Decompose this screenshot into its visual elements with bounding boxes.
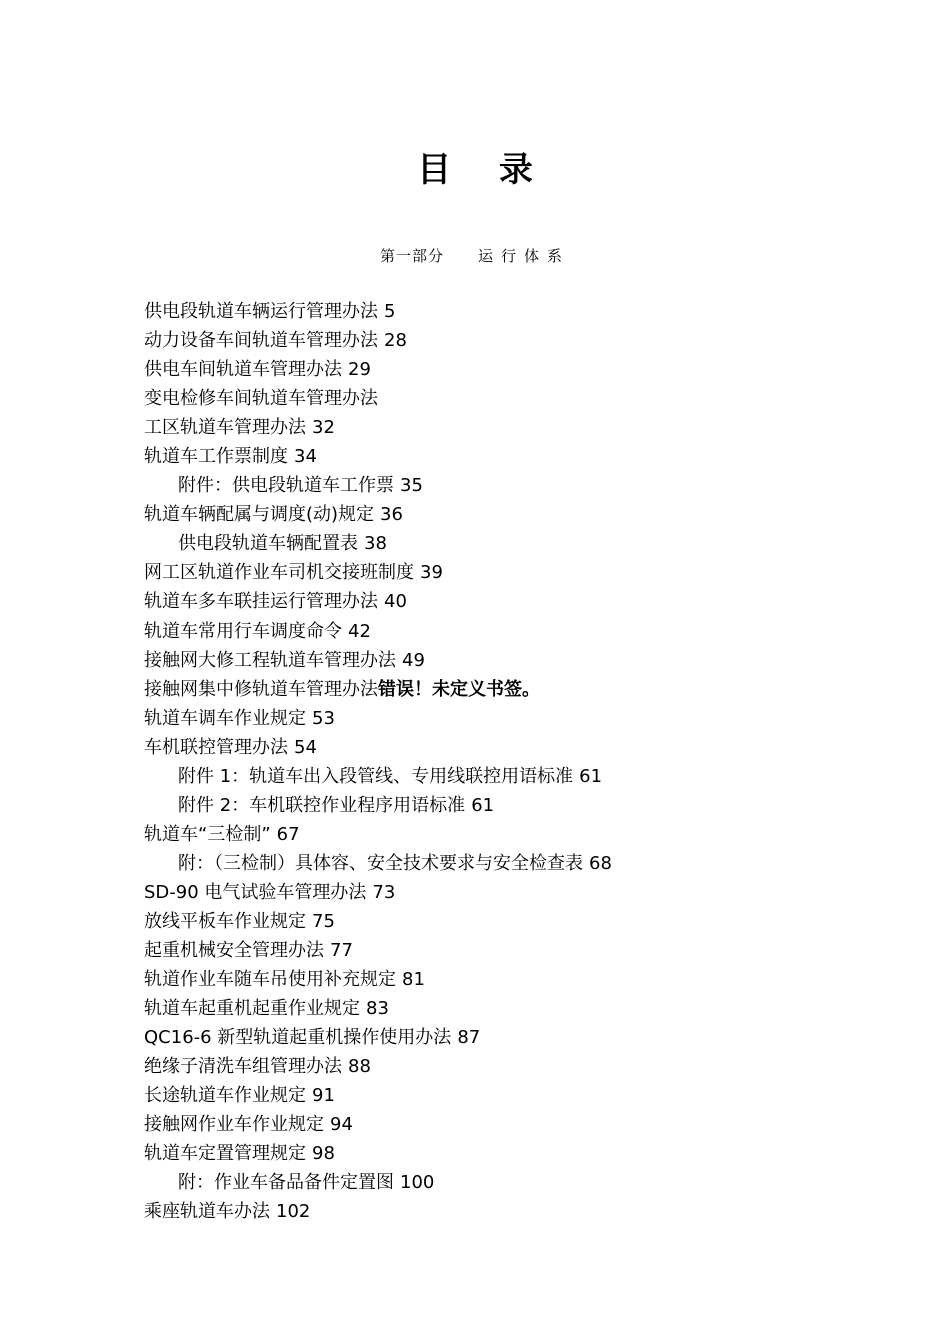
toc-entry-page: 75 (312, 910, 335, 932)
toc-entry-title: 附：（三检制）具体容、安全技术要求与安全检查表 (178, 852, 583, 874)
toc-entry[interactable] (144, 442, 844, 471)
toc-entry[interactable] (144, 355, 844, 384)
toc-entry[interactable] (144, 762, 844, 791)
toc-entry-page: 40 (384, 591, 407, 613)
toc-entry-title: 动力设备车间轨道车管理办法 (144, 330, 378, 352)
toc-entry-title: 放线平板车作业规定 (144, 910, 306, 932)
toc-entry[interactable] (144, 936, 844, 965)
toc-entry[interactable] (144, 907, 844, 936)
toc-entry[interactable] (144, 791, 844, 820)
toc-entry[interactable] (144, 820, 844, 849)
table-of-contents (144, 297, 844, 1227)
toc-entry-page: 102 (276, 1201, 311, 1223)
part-label: 第一部分 (379, 247, 444, 265)
toc-entry-title: 接触网大修工程轨道车管理办法 (144, 649, 396, 671)
toc-entry-title: 附：作业车备品备件定置图 (178, 1172, 394, 1194)
toc-entry-title: QC16-6 新型轨道起重机操作使用办法 (144, 1027, 452, 1049)
toc-entry-page: 38 (364, 533, 387, 555)
toc-entry-title: 车机联控管理办法 (144, 736, 288, 758)
toc-entry-page: 61 (471, 794, 495, 816)
section-heading (0, 244, 950, 268)
toc-entry-page: 91 (312, 1085, 335, 1107)
toc-entry-page: 68 (589, 852, 612, 874)
toc-entry-title: 工区轨道车管理办法 (144, 417, 306, 439)
toc-entry-page: 39 (420, 562, 443, 584)
toc-entry-title: 长途轨道车作业规定 (144, 1085, 306, 1107)
toc-entry-page: 53 (312, 707, 335, 729)
toc-entry[interactable] (144, 994, 844, 1023)
toc-entry[interactable] (144, 384, 844, 413)
toc-entry[interactable] (144, 1110, 844, 1139)
toc-entry-title: 变电检修车间轨道车管理办法 (144, 388, 378, 410)
toc-entry-page: 29 (348, 359, 371, 381)
toc-entry-title: 乘座轨道车办法 (144, 1201, 270, 1223)
toc-entry-title: 轨道车起重机起重作业规定 (144, 998, 360, 1020)
toc-entry-title: 轨道车调车作业规定 (144, 707, 306, 729)
toc-entry[interactable] (144, 1081, 844, 1110)
toc-entry[interactable] (144, 1052, 844, 1081)
toc-entry-page: 5 (384, 301, 396, 322)
toc-entry-page: 28 (384, 330, 407, 352)
toc-entry[interactable] (144, 297, 844, 326)
toc-entry[interactable] (144, 617, 844, 646)
toc-entry-title: SD-90 电气试验车管理办法 (144, 881, 367, 903)
toc-entry-title: 供电段轨道车辆运行管理办法 (144, 301, 378, 322)
toc-entry-page: 88 (348, 1056, 371, 1078)
toc-entry-page: 54 (294, 736, 317, 758)
toc-entry-error: 错误！未定义书签。 (378, 678, 540, 700)
toc-entry-title: 轨道作业车随车吊使用补充规定 (144, 969, 396, 991)
toc-entry-title: 轨道车辆配属与调度(动)规定 (144, 504, 375, 526)
section-name: 运行体系 (478, 247, 571, 265)
toc-entry[interactable] (144, 878, 844, 907)
toc-entry-title: 绝缘子清洗车组管理办法 (144, 1056, 342, 1078)
toc-entry-title: 轨道车工作票制度 (144, 446, 288, 468)
toc-entry-title: 附件 1：轨道车出入段管线、专用线联控用语标准 (178, 765, 574, 787)
toc-entry-page: 35 (400, 475, 423, 497)
toc-entry[interactable] (144, 1197, 844, 1226)
toc-entry-page: 67 (276, 823, 300, 845)
toc-entry-page: 98 (312, 1143, 335, 1165)
toc-entry[interactable] (144, 413, 844, 442)
toc-entry-page: 42 (348, 620, 371, 642)
toc-entry-page: 32 (312, 417, 335, 439)
toc-entry-page: 81 (402, 969, 425, 991)
toc-entry-page: 73 (372, 881, 396, 903)
toc-entry[interactable] (144, 587, 844, 616)
toc-entry[interactable] (144, 471, 844, 500)
toc-entry-page: 94 (330, 1114, 353, 1136)
toc-entry-title: 接触网作业车作业规定 (144, 1114, 324, 1136)
toc-entry[interactable] (144, 849, 844, 878)
toc-entry-title: 网工区轨道作业车司机交接班制度 (144, 562, 414, 584)
toc-entry[interactable] (144, 675, 844, 704)
toc-entry-page: 61 (579, 765, 603, 787)
toc-entry-title: 接触网集中修轨道车管理办法 (144, 678, 378, 700)
toc-entry-page: 83 (366, 998, 389, 1020)
toc-entry[interactable] (144, 326, 844, 355)
toc-entry[interactable] (144, 1023, 844, 1052)
toc-entry[interactable] (144, 529, 844, 558)
toc-entry-title: 轨道车常用行车调度命令 (144, 620, 342, 642)
toc-entry[interactable] (144, 733, 844, 762)
toc-entry-title: 轨道车多车联挂运行管理办法 (144, 591, 378, 613)
toc-entry[interactable] (144, 704, 844, 733)
toc-entry-title: 供电车间轨道车管理办法 (144, 359, 342, 381)
toc-entry[interactable] (144, 965, 844, 994)
toc-entry[interactable] (144, 1168, 844, 1197)
toc-entry[interactable] (144, 558, 844, 587)
toc-entry-title: 供电段轨道车辆配置表 (178, 533, 358, 555)
toc-entry-title: 轨道车定置管理规定 (144, 1143, 306, 1165)
toc-entry-page: 77 (330, 940, 353, 962)
toc-entry-title: 附件：供电段轨道车工作票 (178, 475, 394, 497)
toc-entry-page: 87 (457, 1027, 481, 1049)
toc-entry[interactable] (144, 646, 844, 675)
page-title: 目 录 (417, 150, 551, 190)
toc-entry[interactable] (144, 500, 844, 529)
toc-entry-title: 起重机械安全管理办法 (144, 940, 324, 962)
toc-entry-page: 49 (402, 649, 425, 671)
toc-entry-page: 36 (380, 504, 403, 526)
toc-entry-page: 34 (294, 446, 317, 468)
toc-entry-title: 附件 2：车机联控作业程序用语标准 (178, 794, 466, 816)
toc-entry-page: 100 (400, 1172, 435, 1194)
toc-entry[interactable] (144, 1139, 844, 1168)
toc-entry-title: 轨道车“三检制” (144, 823, 271, 845)
